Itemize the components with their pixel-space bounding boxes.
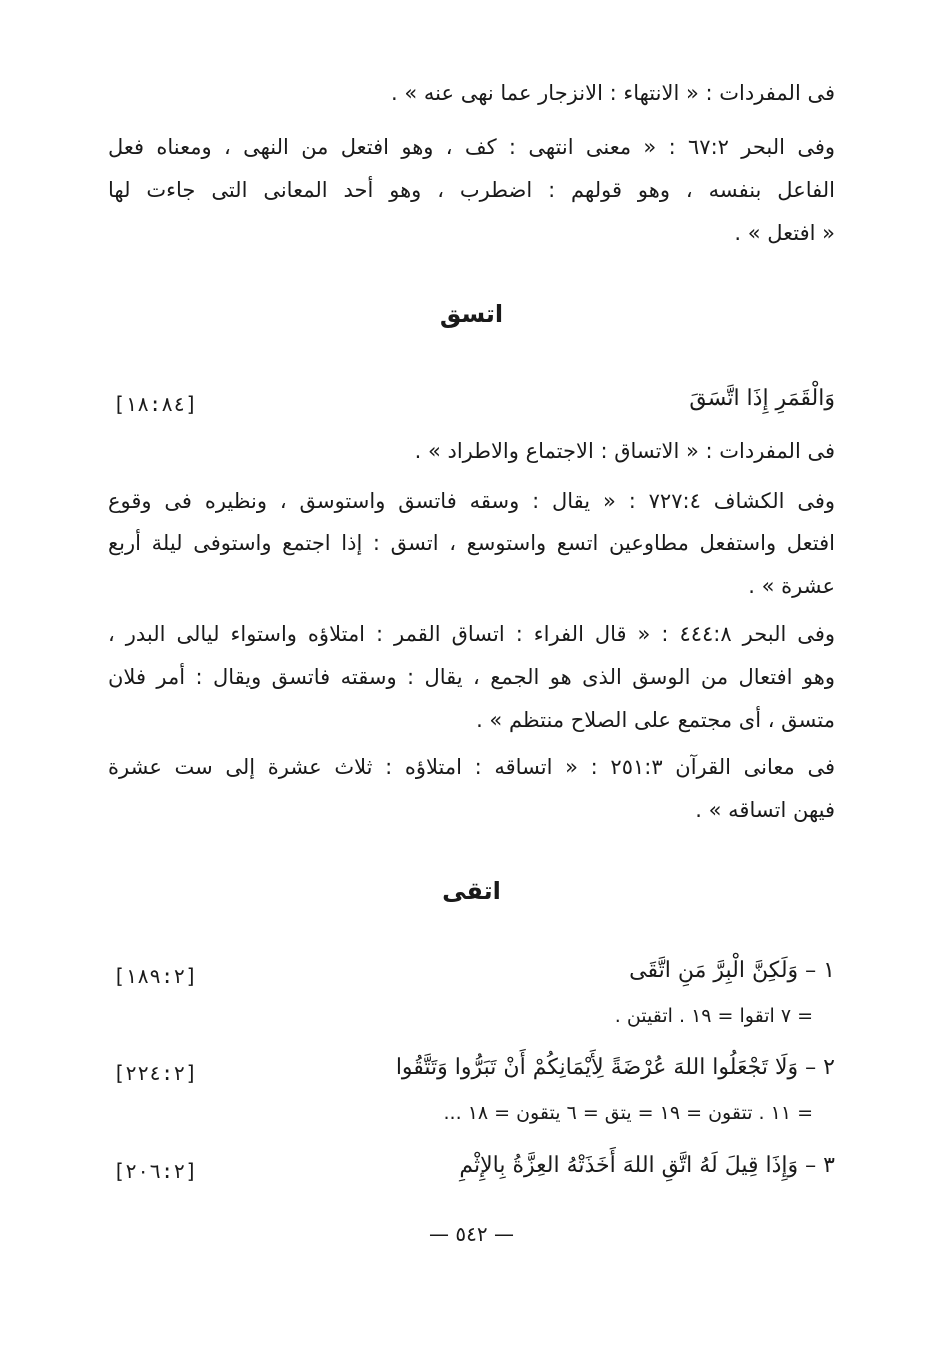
ittasaqa-line-2: وفى الكشاف ٧٢٧:٤ : « يقال : وسقه فاتسق واستوسق ، ونظيره فى وقوع [108, 489, 835, 513]
verse-ref-ittaqa-3: [٢٠٦:٢] [113, 1159, 198, 1183]
prev-line-2: وفى البحر ٦٧:٢ : « معنى انتهى : كف ، وهو افتعل من النهى ، ومعناه فعل [108, 135, 835, 159]
verse-ref-ittasaqa: [١٨:٨٤] [113, 392, 198, 416]
ittasaqa-line-3: افتعل واستفعل مطاوعين اتسع واستوسع ، اتسق : إذا اجتمع واستوفى ليلة أربع [108, 531, 835, 555]
ittasaqa-line-4: عشرة » . [748, 574, 835, 598]
verse-ittaqa-1: ١ – وَلَكِنَّ الْبِرَّ مَنِ اتَّقَى [629, 958, 835, 983]
heading-ittaqa: اتقى [442, 877, 501, 905]
prev-line-4: « افتعل » . [734, 221, 835, 245]
ittasaqa-line-6: وهو افتعال من الوسق الذى هو الجمع ، يقال : وسقته فاتسق ويقال : أمر فلان [108, 665, 835, 689]
verse-crossref-2: = ١١ . تتقون = ١٩ = يتق = ٦ يتقون = ١٨ ... [443, 1102, 813, 1124]
ittasaqa-line-7: متسق ، أى مجتمع على الصلاح منتظم » . [476, 708, 835, 732]
verse-ittasaqa: وَالْقَمَرِ إِذَا اتَّسَقَ [689, 386, 835, 411]
verse-ittaqa-2: ٢ – وَلَا تَجْعَلُوا اللهَ عُرْضَةً لِأَيْمَانِكُمْ أَنْ تَبَرُّوا وَتَتَّقُوا [395, 1055, 835, 1080]
page-number: — ٥٤٢ — [429, 1222, 514, 1246]
ittasaqa-line-9: فيهن اتساقه » . [695, 798, 835, 822]
heading-ittasaqa: اتسق [439, 300, 504, 328]
ittasaqa-line-5: وفى البحر ٤٤٤:٨ : « قال الفراء : اتساق القمر : امتلاؤه واستواء ليالى البدر ، [108, 622, 835, 646]
verse-crossref-1: = ٧ اتقوا = ١٩ . اتقيتن . [614, 1005, 813, 1027]
prev-line-1: فى المفردات : « الانتهاء : الانزجار عما نهى عنه » . [391, 81, 835, 105]
ittasaqa-line-8: فى معانى القرآن ٢٥١:٣ : « اتساقه : امتلاؤه : ثلاث عشرة إلى ست عشرة [108, 755, 835, 779]
ittasaqa-line-1: فى المفردات : « الاتساق : الاجتماع والاطراد » . [414, 439, 835, 463]
verse-ref-ittaqa-2: [٢٢٤:٢] [113, 1061, 198, 1085]
prev-line-3: الفاعل بنفسه ، وهو قولهم : اضطرب ، وهو أحد المعانى التى جاءت لها [108, 178, 835, 202]
verse-ittaqa-3: ٣ – وَإِذَا قِيلَ لَهُ اتَّقِ اللهَ أَخَذَتْهُ العِزَّةُ بِالإِثْمِ [459, 1153, 835, 1178]
verse-ref-ittaqa-1: [١٨٩:٢] [113, 964, 198, 988]
